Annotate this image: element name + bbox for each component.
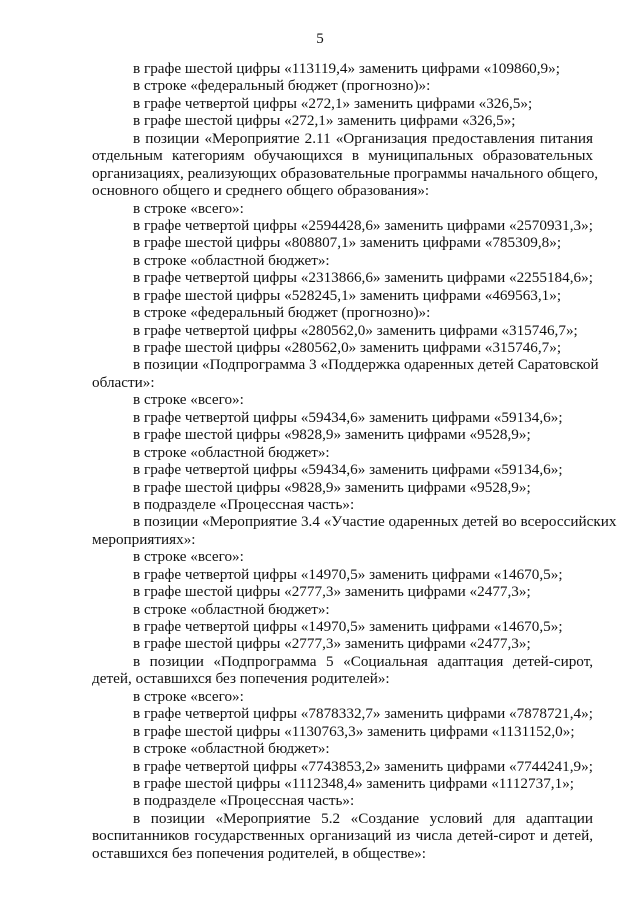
text-line: в позиции «Мероприятие 3.4 «Участие одаренных детей во всероссийских [133, 513, 617, 531]
text-line: в графе шестой цифры «1130763,3» заменить цифрами «1131152,0»; [133, 722, 575, 740]
text-line: в позиции «Мероприятие 2.11 «Организация предоставления питания [133, 129, 593, 147]
text-line: области»: [92, 373, 155, 391]
text-line: в графе четвертой цифры «2594428,6» заменить цифрами «2570931,3»; [133, 216, 593, 234]
text-line: в графе шестой цифры «272,1» заменить цифрами «326,5»; [133, 112, 516, 130]
text-line: в графе шестой цифры «9828,9» заменить цифрами «9528,9»; [133, 426, 531, 444]
text-line: в строке «всего»: [133, 687, 244, 705]
text-line: оставшихся без попечения родителей, в обществе»: [92, 844, 426, 862]
text-line: в графе четвертой цифры «14970,5» заменить цифрами «14670,5»; [133, 618, 563, 635]
text-line: в графе шестой цифры «2777,3» заменить цифрами «2477,3»; [133, 583, 531, 601]
text-line: в строке «федеральный бюджет (прогнозно)»: [133, 77, 431, 95]
text-line: в строке «всего»: [133, 391, 244, 409]
text-line: мероприятиях»: [92, 530, 196, 548]
text-line: в строке «областной бюджет»: [133, 740, 330, 758]
text-line: в графе шестой цифры «528245,1» заменить цифрами «469563,1»; [133, 286, 562, 304]
text-line: в позиции «Подпрограмма 5 «Социальная адаптация детей-сирот, [133, 652, 593, 670]
document-body [92, 60, 617, 862]
text-line: в позиции «Подпрограмма 3 «Поддержка одаренных детей Саратовской [133, 356, 599, 374]
text-line: в строке «областной бюджет»: [133, 251, 330, 269]
text-line: в графе шестой цифры «9828,9» заменить цифрами «9528,9»; [133, 478, 531, 496]
text-line: в графе шестой цифры «2777,3» заменить цифрами «2477,3»; [133, 635, 531, 653]
text-line: основного общего и среднего общего образования»: [92, 182, 430, 200]
text-line: в строке «областной бюджет»: [133, 443, 330, 461]
text-line: в строке «областной бюджет»: [133, 600, 330, 618]
text-line: в графе четвертой цифры «7878332,7» заменить цифрами «7878721,4»; [133, 705, 593, 723]
text-line: в графе шестой цифры «1112348,4» заменить цифрами «1112737,1»; [133, 774, 575, 792]
text-line: детей, оставшихся без попечения родителей»: [92, 670, 390, 688]
text-line: воспитанников государственных организаций из числа детей-сирот и детей, [92, 827, 593, 845]
page-number: 5 [316, 31, 324, 47]
text-line: в графе четвертой цифры «59434,6» заменить цифрами «59134,6»; [133, 408, 563, 426]
text-line: в графе четвертой цифры «272,1» заменить цифрами «326,5»; [133, 94, 533, 112]
text-line: в строке «всего»: [133, 199, 244, 217]
text-line: в графе четвертой цифры «2313866,6» заменить цифрами «2255184,6»; [133, 269, 593, 287]
text-line: в подразделе «Процессная часть»: [133, 495, 355, 513]
text-line: в подразделе «Процессная часть»: [133, 792, 355, 810]
text-line: в графе шестой цифры «113119,4» заменить цифрами «109860,9»; [133, 60, 560, 77]
text-line: в позиции «Мероприятие 5.2 «Создание условий для адаптации [133, 809, 593, 827]
text-line: в графе четвертой цифры «7743853,2» заменить цифрами «7744241,9»; [133, 757, 593, 775]
text-line: в графе шестой цифры «808807,1» заменить цифрами «785309,8»; [133, 234, 562, 252]
text-line: в графе шестой цифры «280562,0» заменить цифрами «315746,7»; [133, 339, 562, 356]
text-line: в строке «федеральный бюджет (прогнозно)»: [133, 304, 431, 322]
text-line: в строке «всего»: [133, 548, 244, 566]
text-line: в графе четвертой цифры «280562,0» заменить цифрами «315746,7»; [133, 321, 578, 339]
text-line: в графе четвертой цифры «59434,6» заменить цифрами «59134,6»; [133, 461, 563, 479]
text-line: в графе четвертой цифры «14970,5» заменить цифрами «14670,5»; [133, 565, 563, 583]
text-line: отдельным категориям обучающихся в муниципальных образовательных [92, 147, 593, 165]
text-line: организациях, реализующих образовательные программы начального общего, [92, 164, 599, 182]
